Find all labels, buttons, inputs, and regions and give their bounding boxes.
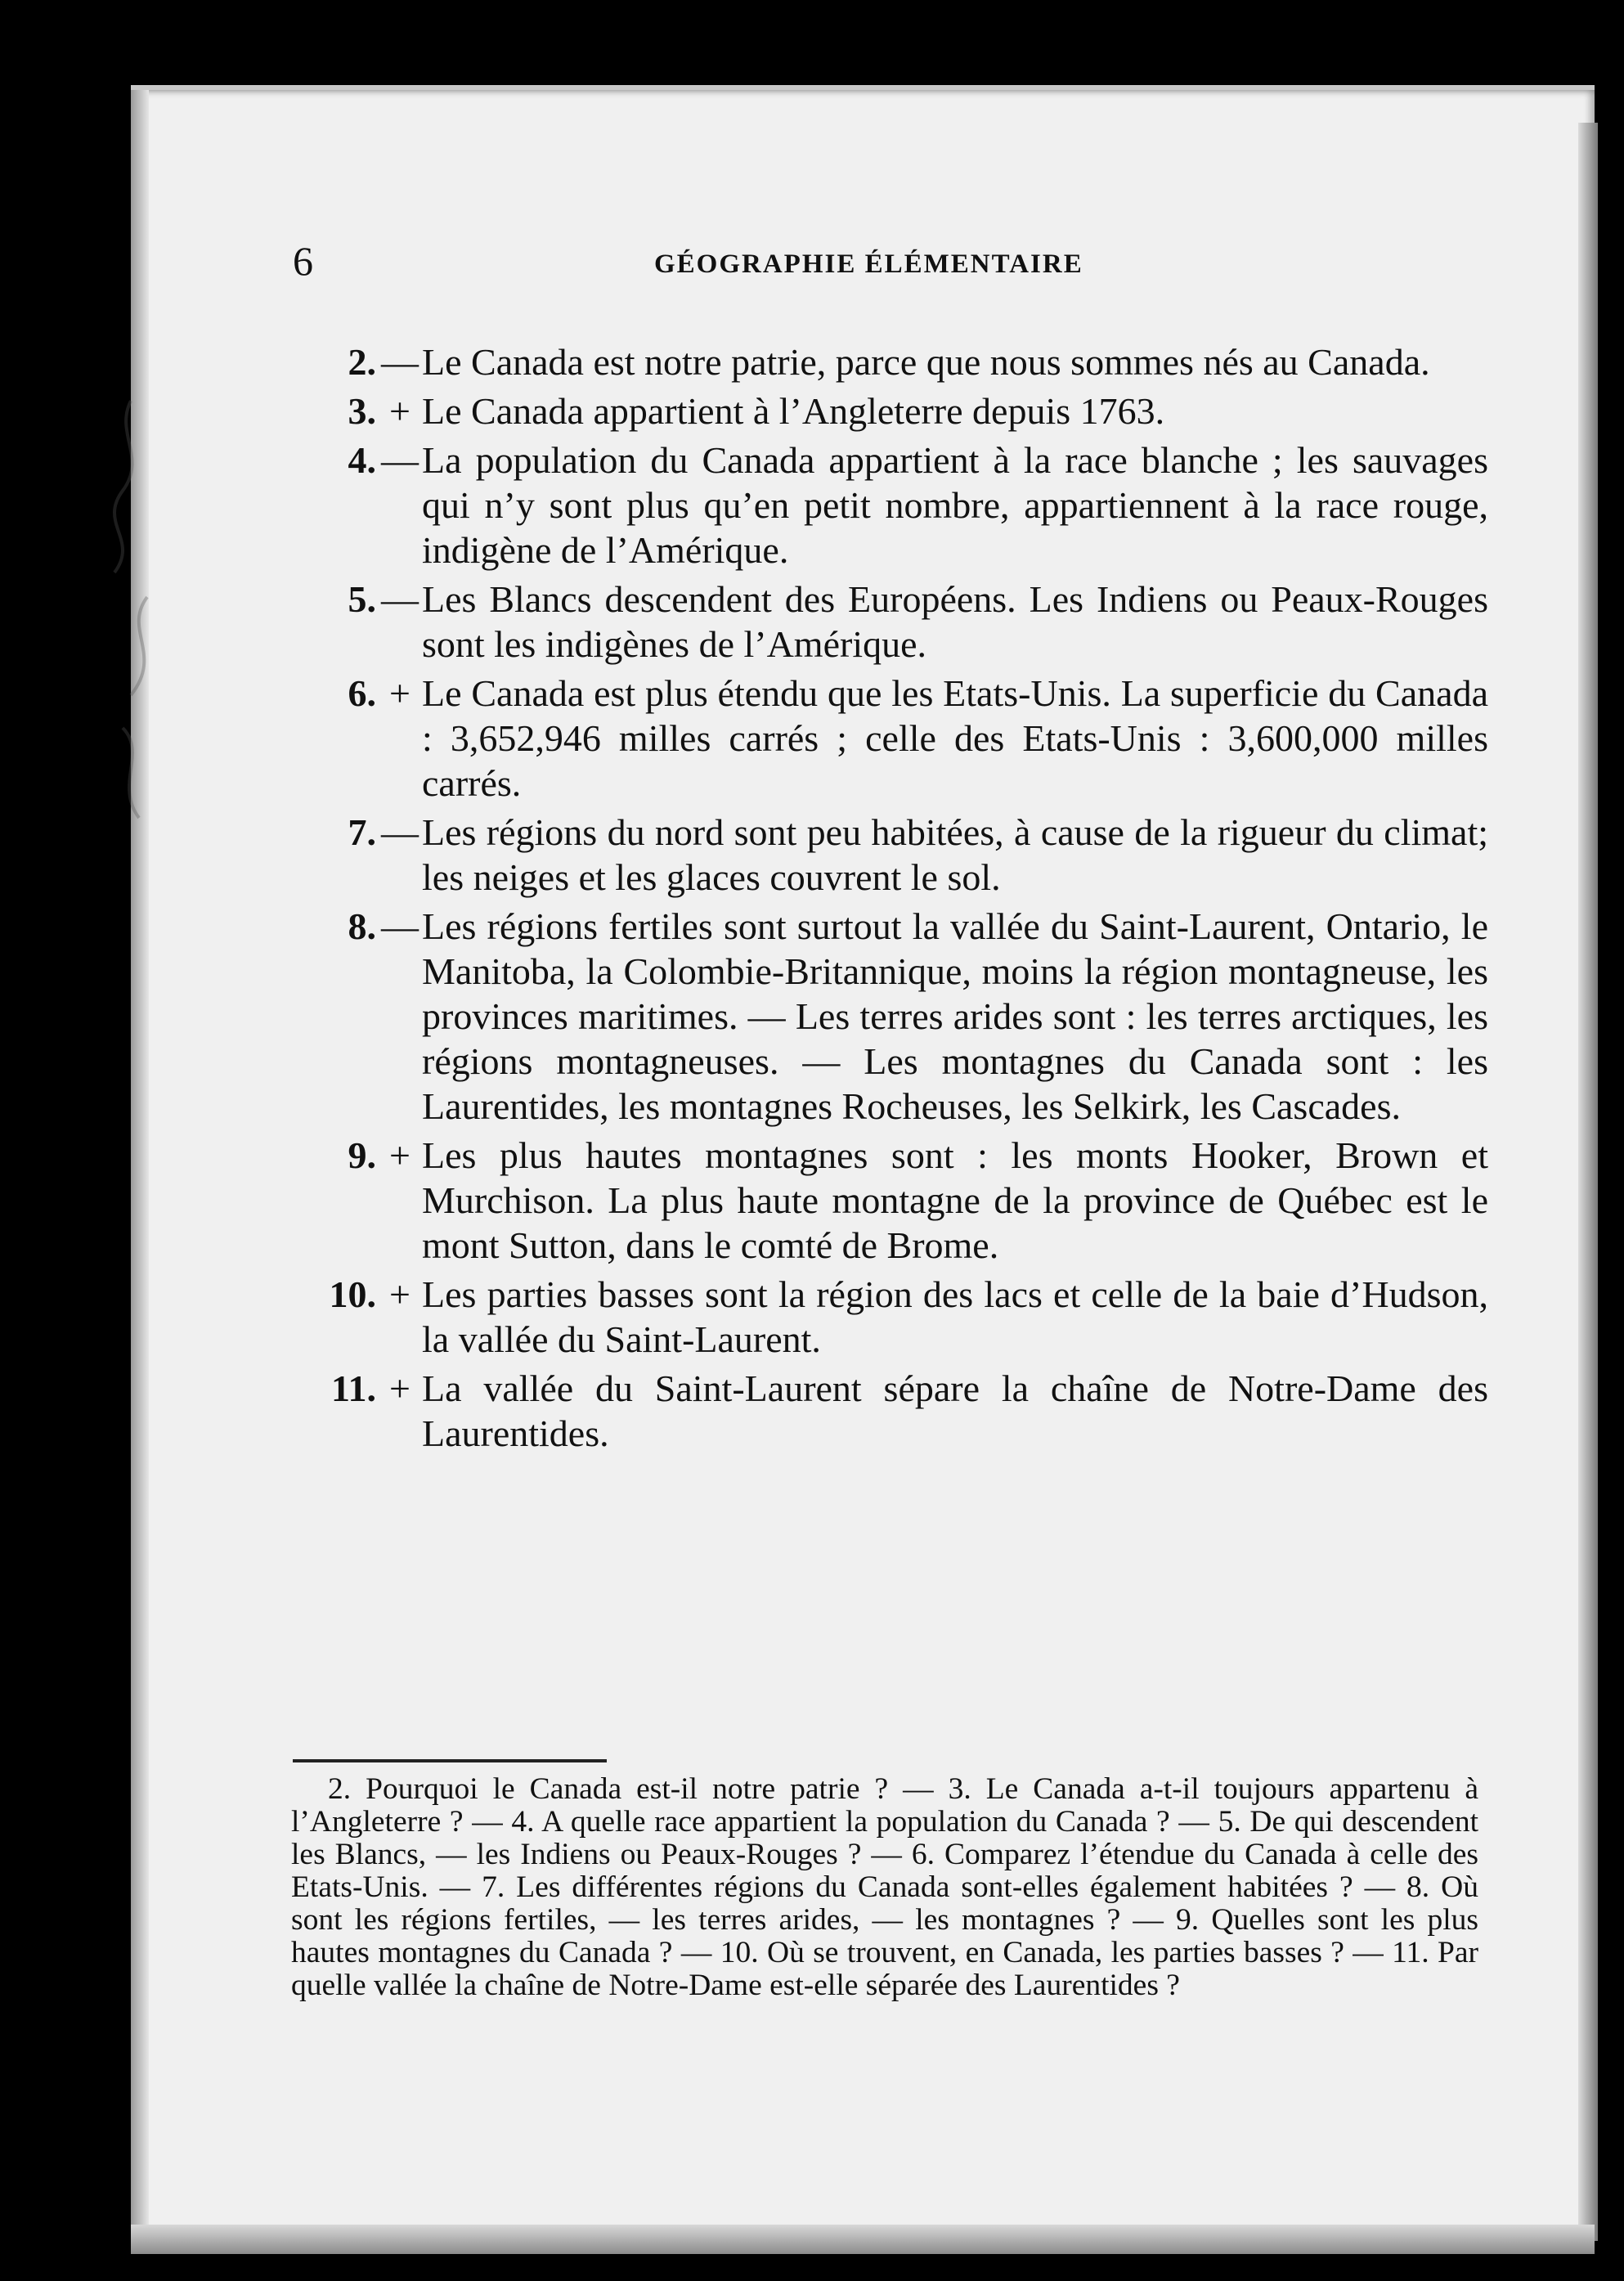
- item-dash: —: [381, 341, 419, 383]
- item-mark: +: [389, 672, 410, 714]
- list-item: [311, 810, 1488, 900]
- running-head: GÉOGRAPHIE ÉLÉMENTAIRE: [654, 249, 1083, 279]
- item-text: Les régions du nord sont peu habitées, à cause de la rigueur du climat; les neiges et les glaces couvrent le sol.: [422, 811, 1488, 898]
- list-item: [311, 1133, 1488, 1268]
- item-text: Le Canada est plus étendu que les Etats-Unis. La superficie du Canada : 3,652,946 milles carrés ; celle des Etats-Unis : 3,600,000 milles carrés.: [422, 672, 1488, 804]
- item-number: 8.: [348, 905, 376, 947]
- item-text: La population du Canada appartient à la race blanche ; les sauvages qui n’y sont plus qu’en petit nombre, appartiennent à la race rouge, indigène de l’Amérique.: [422, 439, 1488, 571]
- list-item: [311, 577, 1488, 667]
- item-text: Les plus hautes montagnes sont : les monts Hooker, Brown et Murchison. La plus haute montagne de la province de Québec est le mont Sutton, dans le comté de Brome.: [422, 1134, 1488, 1266]
- margin-handwriting: [98, 384, 204, 842]
- item-dash: —: [381, 578, 419, 620]
- item-dash: —: [381, 905, 419, 947]
- page-right-edge: [1578, 123, 1598, 2241]
- item-text: Le Canada appartient à l’Angleterre depuis 1763.: [422, 390, 1165, 432]
- item-number: 9.: [348, 1134, 376, 1176]
- item-mark: +: [389, 1367, 410, 1409]
- item-number: 6.: [348, 672, 376, 714]
- numbered-items: [311, 339, 1488, 1460]
- item-number: 7.: [348, 811, 376, 853]
- footnote-rule: [293, 1759, 607, 1762]
- page-number: 6: [293, 238, 313, 284]
- item-dash: —: [381, 439, 419, 481]
- list-item: [311, 339, 1488, 384]
- item-number: 3.: [348, 390, 376, 432]
- item-text: Le Canada est notre patrie, parce que nous sommes nés au Canada.: [422, 341, 1430, 383]
- item-number: 2.: [348, 341, 376, 383]
- item-number: 11.: [331, 1367, 376, 1409]
- item-dash: —: [381, 811, 419, 853]
- item-text: Les régions fertiles sont surtout la vallée du Saint-Laurent, Ontario, le Manitoba, la Colombie-Britannique, moins la région montagneuse, les provinces maritimes. — Les terres arides sont : les terres arctiques, les régions montagneuses. — Les montagnes du Canada sont : les Laurentides, les montagnes Rocheuses, les Selkirk, les Cascades.: [422, 905, 1488, 1127]
- list-item: [311, 438, 1488, 572]
- item-text: Les Blancs descendent des Européens. Les Indiens ou Peaux-Rouges sont les indigènes de l’Amérique.: [422, 578, 1488, 665]
- review-questions: 2. Pourquoi le Canada est-il notre patrie ? — 3. Le Canada a-t-il toujours appartenu à l’Angleterre ? — 4. A quelle race appartient la population du Canada ? — 5. De qui descendent les Blancs, — les Indiens ou Peaux-Rouges ? — 6. Comparez l’étendue du Canada à celle des Etats-Unis. — 7. Les différentes régions du Canada sont-elles également habitées ? — 8. Où sont les régions fertiles, — les terres arides, — les montagnes ? — 9. Quelles sont les plus hautes montagnes du Canada ? — 10. Où se trouvent, en Canada, les parties basses ? — 11. Par quelle vallée la chaîne de Notre-Dame est-elle séparée des Laurentides ?: [291, 1772, 1478, 2002]
- item-text: La vallée du Saint-Laurent sépare la chaîne de Notre-Dame des Laurentides.: [422, 1367, 1488, 1454]
- item-number: 10.: [329, 1273, 376, 1315]
- item-number: 4.: [348, 439, 376, 481]
- list-item: [311, 904, 1488, 1129]
- page-bottom-edge: [131, 2225, 1595, 2254]
- item-mark: +: [389, 1273, 410, 1315]
- item-number: 5.: [348, 578, 376, 620]
- item-text: Les parties basses sont la région des lacs et celle de la baie d’Hudson, la vallée du Saint-Laurent.: [422, 1273, 1488, 1360]
- item-mark: +: [389, 390, 410, 432]
- list-item: [311, 388, 1488, 433]
- list-item: [311, 1272, 1488, 1362]
- list-item: [311, 1366, 1488, 1456]
- list-item: [311, 671, 1488, 806]
- item-mark: +: [389, 1134, 410, 1176]
